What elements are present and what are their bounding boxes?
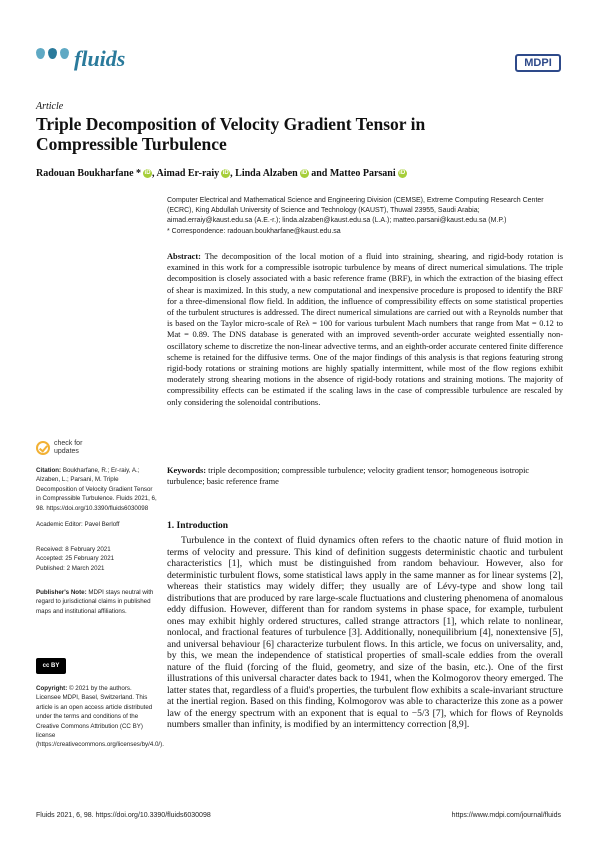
paper-title: Triple Decomposition of Velocity Gradient Tensor in Compressible Turbulence	[36, 114, 426, 154]
publisher-note-label: Publisher's Note:	[36, 589, 87, 596]
section-heading: 1. Introduction	[167, 521, 229, 531]
author-name: Aimad Er-raiy	[156, 168, 220, 179]
citation-text[interactable]: Boukharfane, R.; Er-raiy, A.; Alzaben, L.; Parsani, M. Triple Decomposition of Velocity Gradient Tensor in Compressible Turbulence. Fluids 2021, 6, 98. https://doi.org/10.3390/fluids6030098	[36, 467, 157, 512]
keywords-text: triple decomposition; compressible turbulence; velocity gradient tensor; homogeneous isotropic turbulence; basic reference frame	[167, 466, 530, 487]
received-date: Received: 8 February 2021	[36, 546, 111, 553]
journal-name[interactable]: fluids	[74, 46, 126, 71]
orcid-icon[interactable]: iD	[301, 170, 308, 177]
accepted-date: Accepted: 25 February 2021	[36, 555, 115, 563]
author-name: Linda Alzaben	[235, 168, 298, 179]
author-list: Radouan Boukharfane * iD , Aimad Er-raiy iD , Linda Alzaben iD and Matteo Parsani iD	[36, 168, 406, 179]
footer-journal-link[interactable]: https://www.mdpi.com/journal/fluids	[451, 812, 561, 819]
dates-block	[36, 545, 158, 573]
keywords-label: Keywords:	[167, 466, 207, 475]
abstract-label: Abstract:	[167, 252, 201, 261]
journal-logo-icon	[36, 48, 69, 59]
abstract	[167, 251, 563, 408]
footer-citation[interactable]: Fluids 2021, 6, 98. https://doi.org/10.3390/fluids6030098	[36, 812, 211, 819]
affiliation	[167, 196, 563, 237]
keywords	[167, 465, 563, 487]
author-name: Radouan Boukharfane *	[36, 168, 142, 179]
published-date: Published: 2 March 2021	[36, 564, 105, 572]
article-type: Article	[36, 101, 64, 112]
affiliation-text: Computer Electrical and Mathematical Science and Engineering Division (CEMSE), Extreme Computing Research Center (ECRC), King Abdullah University of Science and Technology (KAUST), Thuwal 23955, Saudi Arabia; aimad.erraiy@kaust.edu.sa (A.E.-r.); linda.alzaben@kaust.edu.sa (L.A.); matteo.parsani@kaust.edu.sa (M.P.)	[167, 197, 544, 225]
citation-label: Citation:	[36, 467, 62, 474]
page-footer	[36, 812, 561, 819]
publisher-note-text: MDPI stays neutral with regard to jurisdictional claims in published maps and institutional affiliations.	[36, 589, 154, 615]
orcid-icon[interactable]: iD	[399, 170, 406, 177]
check-for-updates-button[interactable]	[36, 440, 94, 456]
check-icon	[36, 441, 50, 455]
correspondence: * Correspondence: radouan.boukharfane@kaust.edu.sa	[167, 227, 341, 235]
copyright-text: © 2021 by the authors. Licensee MDPI, Basel, Switzerland. This article is an open access article distributed under the terms and conditions of the Creative Commons Attribution (CC BY) license (https://creativecommons.org/licenses/by/4.0/).	[36, 685, 164, 749]
author-name: Matteo Parsani	[329, 168, 396, 179]
orcid-icon[interactable]: iD	[222, 170, 229, 177]
publisher-note	[36, 588, 158, 616]
cc-license-icon[interactable]: cc BY	[36, 658, 66, 674]
introduction-paragraph: Turbulence in the context of fluid dynamics often refers to the chaotic nature of fluid motion in terms of velocity and pressure. This kind of definition suggests deterministic chaotic and turbulent characteristics [1], which must be distinguished from random behaviour. However, also for deterministic turbulent flows, some statistical laws apply in the same manner as for linear systems [2], whereas their statistics may widely differ; they usually are of Lévy-type and show long tail distributions that are produced by rare large-scale fluctuations and clustering phenomena of anomalous eddy diffusion. However, different than for random systems in phase space, for example, turbulent ones may exhibit highly ordered structures, called strange attractors [1], which relate to nonlinear, nonlocal, and fractional features of turbulence [3]. Additionally, nonequilibrium [4], nonextensive [5], and universal behaviour [6] characterize turbulent flows. In this article, we focus on universality, and, by this, we mean the independence of statistical properties of small-scale eddies from the overall nature of the fluid (forcing of the fluid, geometry, and size of the basin, etc.). One of the first illustrations of this universal character dates back to 1941, when the Kolmogorov theory emerged. The latter states that, regardless of a fluid's properties, the turbulent flow exhibits a scale-invariant structure at the inertial region. Based on this finding, Kolmogorov was able to characterize this zone as a power law of the energy spectrum with an exponent that is equal to −5/3 [7], which for flows of Reynolds numbers smaller than infinity, is modified by an intermittency correction [8,9].	[167, 535, 563, 730]
citation-block	[36, 466, 158, 513]
journal-header	[36, 46, 561, 82]
publisher-logo[interactable]: MDPI	[515, 54, 561, 72]
copyright-block	[36, 684, 164, 750]
copyright-label: Copyright:	[36, 685, 68, 692]
abstract-text: The decomposition of the local motion of a fluid into straining, shearing, and rigid-body rotation is examined in this work for a compressible isotropic turbulence by means of direct numerical simulations. The triple decomposition is closely associated with a basic reference frame (BRF), in which the extraction of the biasing effect of shear is maximized. In this study, a new computational and inexpensive procedure is proposed to identify the BRF for a three-dimensional flow field. In addition, the influence of compressibility effects on some statistical properties of the turbulent structures is addressed. The direct numerical simulations are carried out with a Reynolds number that is based on the Taylor micro-scale of Reλ = 100 for various turbulent Mach numbers that range from Mat = 0.12 to Mat = 0.89. The DNS database is generated with an improved seventh-order accurate weighted essentially non-oscillatory scheme to discretize the non-linear advective terms, and an eighth-order accurate centered finite difference scheme is retained for the diffusive terms. One of the major findings of this analysis is that regions featuring strong rigid-body rotations or straining motions are highly spatially intermittent, while most of the flow regions exhibit moderately strong shearing motions in the absence of rigid-body rotations and straining motions. The majority of compressibility effects can be estimated if the scaling laws in the case of compressible turbulence are rescaled by only considering the solenoidal contributions.	[167, 252, 563, 407]
check-updates-label: check for updates	[54, 440, 83, 455]
orcid-icon[interactable]: iD	[144, 170, 151, 177]
academic-editor: Academic Editor: Pavel Berloff	[36, 521, 120, 528]
